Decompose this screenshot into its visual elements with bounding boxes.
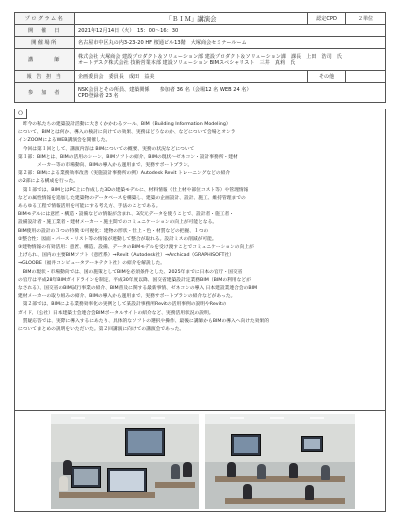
report-line: BIM使用の設計の３つの特徴 ①可視化：建物の形状・仕上・色・材質などの把握、１つの	[18, 228, 209, 234]
program-row	[15, 13, 386, 25]
report-line: 今回は第１回として、講演内容は BIMについての概要、実務の状況などについて	[18, 146, 195, 152]
reporter-row	[15, 71, 386, 83]
report-line: なされる）、国交省のBIM試行事業の紹介、BIM普及に関する最新事情、ゼネコンの導入 日本建設業連合会のBIM	[18, 286, 258, 292]
report-line: の官庁は平成28年BIMガイドラインを制定、平成30年度以降、国交省建築設計定業務BIM（BIMの利用などが	[18, 277, 251, 283]
report-line: インZOOMによるWEB講演会を開催した。	[18, 138, 111, 144]
report-line: について、BIMとは何か、導入の検討に向けての効果、実務ほどうなのか、などについて会場とオンラ	[18, 130, 236, 136]
venue-row	[15, 37, 386, 49]
participants-line-1: NSK会員とその所員、建築関係 参加者 36 名（会場12 名 WEB 24 名）	[78, 86, 252, 93]
lecturer-row	[15, 49, 386, 71]
report-line: 第２部：BIMによる業務効率改善（実施設計事務所の例）Autodesk Revit トレーニングなどの紹介	[18, 171, 231, 177]
program-name: 「ＢＩＭ」講演会	[75, 13, 308, 25]
report-line: などの属性情報を追加した建築物のデータベースを構築し、建築の企画設計、設計、施工、維持管理までの	[18, 195, 246, 201]
report-line: 設備設計者・施工業者・建材メーカー・施主間でのコミュニケーションの向上が可能となる。	[18, 220, 218, 226]
report-line: メーカー等の市場動向、BIMの導入から運用まで、実務サポートプラン。	[18, 163, 193, 169]
lecture-room-photo	[51, 414, 199, 509]
program-label: プログラム名	[15, 13, 75, 25]
venue-label: 開催場所	[15, 37, 75, 49]
report-body	[14, 109, 386, 411]
report-text	[18, 121, 383, 334]
report-line: 質疑応答では、実際に導入するにあたり、具体的なソフトの選択や操作、最後に講師からBIMの導入へ向けた効果的	[18, 318, 270, 324]
lecturer-label: 講 師	[15, 49, 75, 71]
photo-area	[14, 411, 386, 512]
participants-row	[15, 83, 386, 103]
report-line: 昨今の私たちの建築設計活動に大きくかかわるツール、BIM（Building Information Modeling）	[18, 122, 231, 127]
report-line: ガイド、（公社）日本建築士会連合会BIMポータルサイトの紹介など、実務活用状況の説明。	[18, 310, 214, 316]
reporter-value: 企画委員会 委員長 成田 益美	[75, 71, 308, 83]
other-value	[346, 71, 386, 83]
participants-label: 参 加 者	[15, 83, 75, 103]
participants-cell	[75, 83, 386, 103]
report-line: 上げられ、国内の主要BIMソフト（意匠系）→Revit（Autodesk社）→Archicad（GRAPHISOFT社）	[18, 253, 234, 259]
date-value: 2021年12月14日（火） 15：00～16：30	[75, 25, 386, 37]
reporter-label: 報 告 担 当	[15, 71, 75, 83]
report-line: 第２部では、BIMによる業務効率化の実例として某設計事務所Revitの活用事例の説明やRevitの	[18, 302, 227, 308]
report-line: ③建物情報の有効活用：意匠、構造、設備、データのBIMモデルを受け渡すことでコミュニケーションの向上が	[18, 245, 254, 251]
date-label: 開 催 日	[15, 25, 75, 37]
report-line: BIMモデルには意匠・構造・設備などの情報が含まれ、3次元データを使うことで、設計者・施工者・	[18, 212, 234, 218]
report-line: の2部による構成を行った。	[18, 179, 79, 185]
lecturer-line-2: オートデスク株式会社 技術営業本部 建設ソリューション BIMスペシャリスト 三井 真莉 氏	[78, 59, 296, 66]
report-line: ②整合性：図面・パース・リスト等の情報が連動して整合が取れる。設計ミスの削減が可能。	[18, 236, 217, 242]
cpd-label: 認定CPD	[308, 13, 346, 25]
report-line: 建材メーカーの取り組みの紹介、BIMの導入から運用まで、実務サポートプランの紹介などがあった。	[18, 294, 236, 300]
conference-room-photo	[205, 414, 355, 509]
cpd-value: ２単位	[346, 13, 386, 25]
report-line: BIMの現状・市場動向では、国の施策としてBIMを必須条件とした、2025年までに日本の官庁・国交省	[18, 269, 243, 275]
report-sheet	[14, 12, 386, 512]
lecturer-cell	[75, 49, 386, 71]
venue-value: 名古屋市中区丸の内3-23-20 HF 桜通ビル13階 大塚商会セミナールーム	[75, 37, 386, 49]
participants-line-2: CPD登録者 23 名	[78, 92, 119, 99]
report-line: あらゆる工程で情報活用を可能にする考え方、手法のことである。	[18, 204, 161, 210]
report-line: についてまとめの説明をいただいた。第２回講演に向けての講演会であった。	[18, 327, 185, 333]
report-line: 第１部では、BIMとはPC上に作成した3Dの建築モデルに、材料情報（仕上材や部位コスト等）や管理情報	[18, 187, 249, 193]
other-label: その他	[308, 71, 346, 83]
report-line: →GLOOBE（福井コンピュータアーキテクト社）の紹介を解説した。	[18, 261, 166, 267]
info-table	[14, 12, 386, 103]
lecturer-line-1: 株式会社 大塚商会 建設プロダクト＆ソリューション部 建設プロダクト＆ソリューション課 課長 上田 浩司 氏	[78, 53, 342, 60]
date-row	[15, 25, 386, 37]
section-key: Ｏ	[15, 109, 27, 119]
report-line: 第１部：BIMとは、BIMの活用のシーン、BIMソフトの紹介、BIMの現状～ゼネコン・設計事務所・建材	[18, 154, 238, 160]
